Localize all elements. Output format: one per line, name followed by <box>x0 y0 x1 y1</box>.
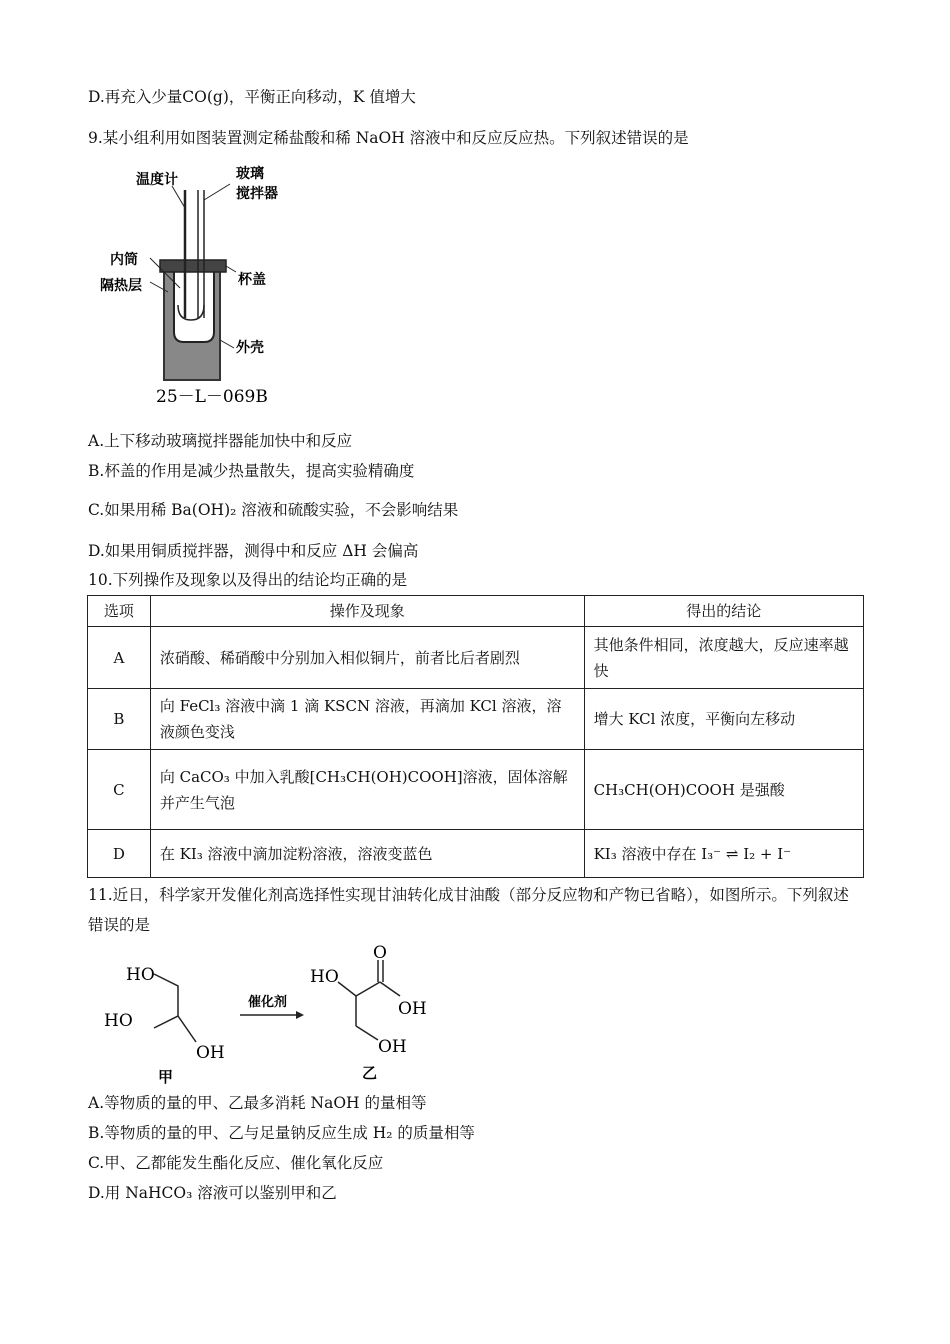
row-operation: 向 CaCO₃ 中加入乳酸[CH₃CH(OH)COOH]溶液，固体溶解并产生气泡 <box>150 750 584 830</box>
table-row <box>88 830 864 878</box>
row-option: B <box>88 689 151 750</box>
glycerol-ho-mid: HO <box>104 1011 133 1031</box>
row-conclusion: CH₃CH(OH)COOH 是强酸 <box>584 750 863 830</box>
row-conclusion: 增大 KCl 浓度，平衡向左移动 <box>584 689 863 750</box>
table-row <box>88 750 864 830</box>
q11-option-d: D.用 NaHCO₃ 溶液可以鉴别甲和乙 <box>88 1184 337 1202</box>
figure-code: 25－L－069B <box>156 387 268 407</box>
inner-cup <box>174 270 214 342</box>
glycerol-bond-oh <box>178 1016 196 1042</box>
reaction-figure <box>100 940 460 1090</box>
q9-option-c: C.如果用稀 Ba(OH)₂ 溶液和硫酸实验，不会影响结果 <box>88 501 459 519</box>
label-stirrer-2: 搅拌器 <box>236 186 278 202</box>
q11-option-a: A.等物质的量的甲、乙最多消耗 NaOH 的量相等 <box>88 1094 427 1112</box>
glycerol-oh: OH <box>196 1043 225 1063</box>
q9-stem: 9.某小组利用如图装置测定稀盐酸和稀 NaOH 溶液中和反应反应热。下列叙述错误的是 <box>88 129 689 147</box>
label-insulation: 隔热层 <box>100 278 142 294</box>
ch2oh-bond <box>356 1026 378 1040</box>
leader-stirrer <box>204 184 230 200</box>
q11-option-c: C.甲、乙都能发生酯化反应、催化氧化反应 <box>88 1154 384 1172</box>
table-row <box>88 627 864 689</box>
table-row <box>88 689 864 750</box>
q8-option-d: D.再充入少量CO(g)，平衡正向移动，K 值增大 <box>88 88 416 106</box>
row-operation: 在 KI₃ 溶液中滴加淀粉溶液，溶液变蓝色 <box>150 830 584 878</box>
glyceric-o: O <box>373 943 387 963</box>
leader-lid <box>226 266 236 272</box>
lid <box>160 260 226 272</box>
label-stirrer-1: 玻璃 <box>236 166 264 182</box>
label-thermometer: 温度计 <box>136 172 178 188</box>
header-operation: 操作及现象 <box>150 596 584 627</box>
q11-option-b: B.等物质的量的甲、乙与足量钠反应生成 H₂ 的质量相等 <box>88 1124 475 1142</box>
catalyst-label: 催化剂 <box>248 995 288 1010</box>
label-inner: 内筒 <box>110 252 138 268</box>
header-option: 选项 <box>88 596 151 627</box>
calorimeter-figure <box>100 160 300 410</box>
glyceric-ho: HO <box>310 967 339 987</box>
row-option: D <box>88 830 151 878</box>
label-lid: 杯盖 <box>238 272 266 288</box>
glyceric-ch2-oh: OH <box>378 1037 407 1057</box>
q9-option-d: D.如果用铜质搅拌器，测得中和反应 ΔH 会偏高 <box>88 542 419 560</box>
arrow-head <box>296 1011 304 1019</box>
q10-table <box>87 595 864 878</box>
row-conclusion: 其他条件相同，浓度越大，反应速率越快 <box>584 627 863 689</box>
acid-oh-bond <box>380 982 400 996</box>
q9-option-b: B.杯盖的作用是减少热量散失，提高实验精确度 <box>88 462 415 480</box>
q11-stem: 11.近日，科学家开发催化剂高选择性实现甘油转化成甘油酸（部分反应物和产物已省略），如图所示。下列叙述错误的是 <box>88 886 849 934</box>
table-header-row <box>88 596 864 627</box>
row-option: C <box>88 750 151 830</box>
row-operation: 浓硝酸、稀硝酸中分别加入相似铜片，前者比后者剧烈 <box>150 627 584 689</box>
glycerol-skeleton <box>154 974 178 1028</box>
leader-thermometer <box>172 186 185 208</box>
row-conclusion: KI₃ 溶液中存在 I₃⁻ ⇌ I₂ + I⁻ <box>584 830 863 878</box>
q10-stem: 10.下列操作及现象以及得出的结论均正确的是 <box>88 571 408 589</box>
row-option: A <box>88 627 151 689</box>
header-conclusion: 得出的结论 <box>584 596 863 627</box>
glyceric-skeleton <box>338 982 380 996</box>
leader-shell <box>220 340 234 348</box>
glycerol-ho-top: HO <box>126 965 155 985</box>
label-shell: 外壳 <box>236 340 264 356</box>
row-operation: 向 FeCl₃ 溶液中滴 1 滴 KSCN 溶液，再滴加 KCl 溶液，溶液颜色变浅 <box>150 689 584 750</box>
compound-jia: 甲 <box>158 1068 174 1086</box>
compound-yi: 乙 <box>362 1064 378 1082</box>
q9-option-a: A.上下移动玻璃搅拌器能加快中和反应 <box>88 432 353 450</box>
glyceric-acid-oh: OH <box>398 999 427 1019</box>
